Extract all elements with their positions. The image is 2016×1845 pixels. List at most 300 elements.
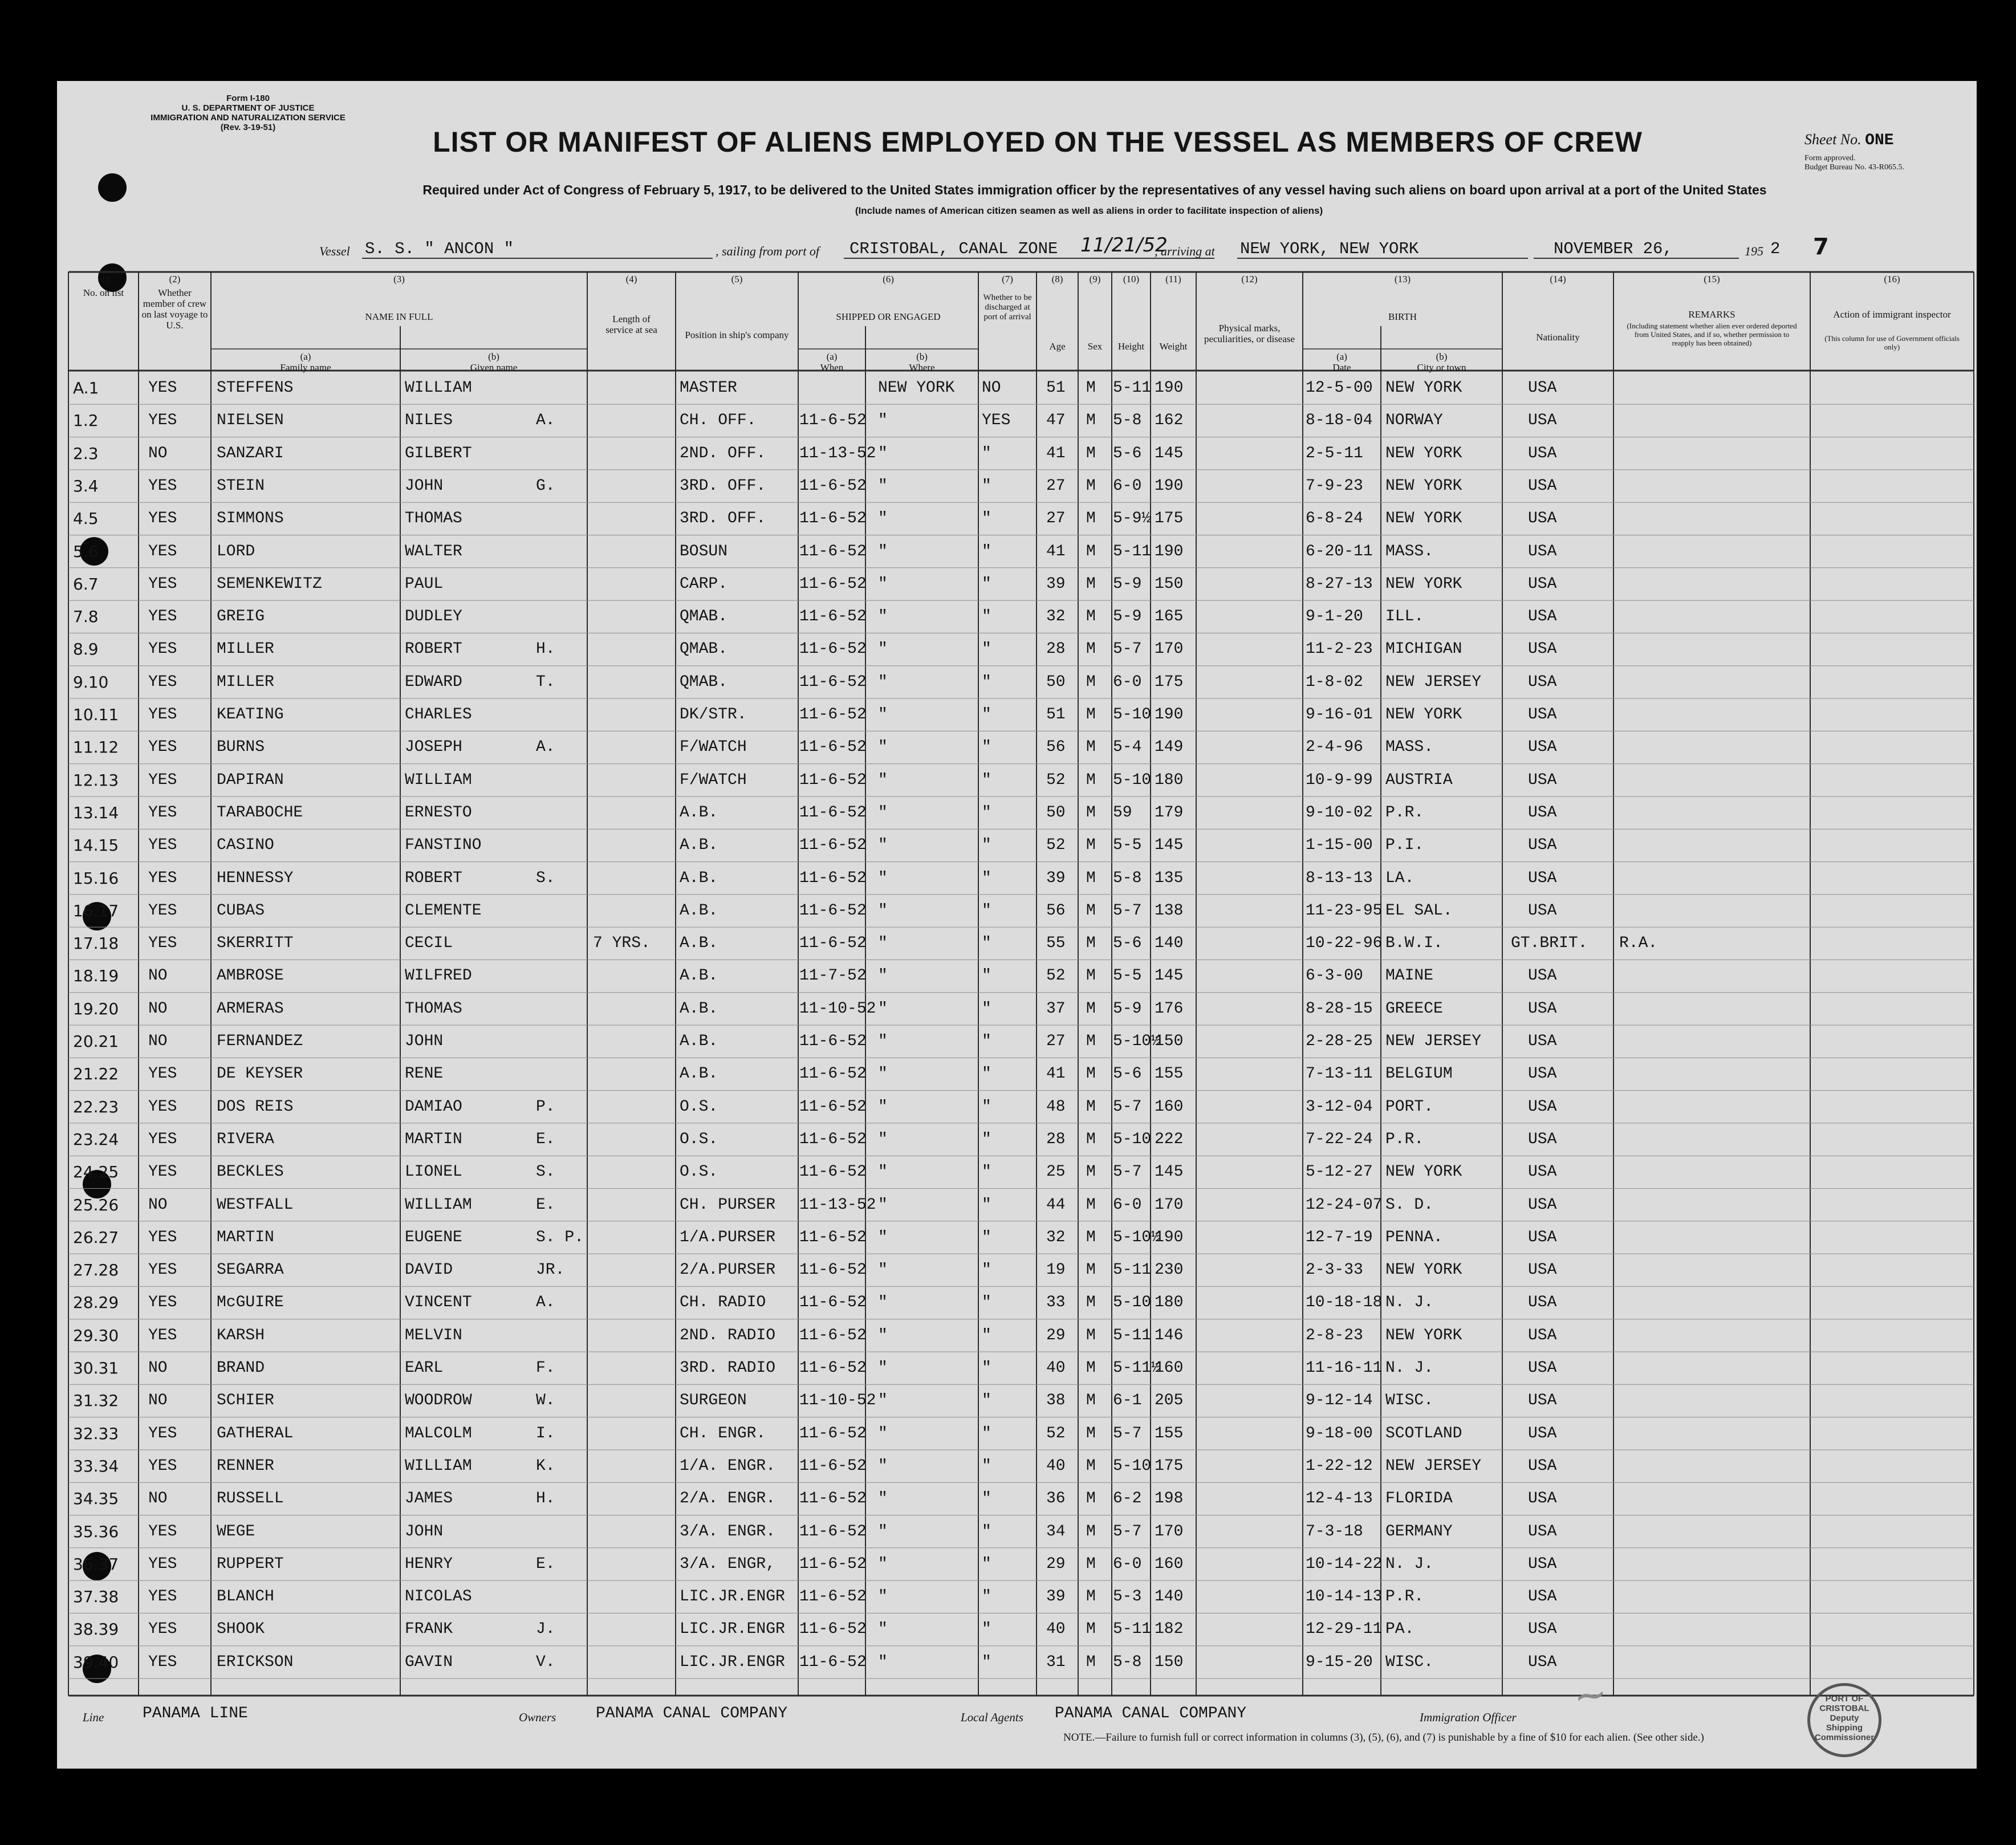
given-name-cell: WALTER xyxy=(405,542,462,560)
col10-header: Height xyxy=(1117,341,1145,352)
crew-last-voyage-cell: NO xyxy=(148,1490,168,1508)
sex-cell: M xyxy=(1086,803,1096,822)
age-cell: 41 xyxy=(1046,1065,1066,1083)
weight-cell: 180 xyxy=(1155,771,1184,789)
age-cell: 38 xyxy=(1046,1392,1066,1410)
given-initial-cell: W. xyxy=(536,1392,555,1410)
family-name-cell: SANZARI xyxy=(217,444,284,462)
shipped-when-cell: 11-6-52 xyxy=(799,608,867,626)
nationality-cell: USA xyxy=(1528,379,1557,397)
weight-cell: 140 xyxy=(1155,1588,1184,1606)
given-initial-cell: S. P. xyxy=(536,1228,584,1246)
row-number-cell: 22.23 xyxy=(73,1097,119,1116)
crew-last-voyage-cell: YES xyxy=(148,1457,177,1475)
age-cell: 29 xyxy=(1046,1326,1066,1344)
shipped-when-cell: 11-6-52 xyxy=(799,1424,867,1442)
height-cell: 5-6 xyxy=(1113,934,1142,953)
birth-city-cell: NEW YORK xyxy=(1385,575,1462,593)
family-name-cell: GATHERAL xyxy=(217,1424,294,1442)
height-cell: 5-7 xyxy=(1113,901,1142,920)
discharged-cell: " xyxy=(982,934,991,953)
col2-num: (2) xyxy=(169,274,181,285)
crew-last-voyage-cell: YES xyxy=(148,1555,177,1573)
weight-cell: 190 xyxy=(1155,542,1184,560)
family-name-cell: LORD xyxy=(217,542,255,560)
position-cell: BOSUN xyxy=(680,542,728,560)
sex-cell: M xyxy=(1086,673,1096,691)
age-cell: 33 xyxy=(1046,1294,1066,1312)
age-cell: 29 xyxy=(1046,1555,1066,1573)
shipped-where-cell: " xyxy=(878,608,888,626)
shipped-when-cell: 11-6-52 xyxy=(799,1294,867,1312)
shipped-where-cell: " xyxy=(878,1033,888,1050)
given-name-cell: JOSEPH xyxy=(405,738,462,757)
age-cell: 25 xyxy=(1046,1163,1066,1181)
weight-cell: 160 xyxy=(1155,1555,1184,1573)
discharged-cell: " xyxy=(982,1392,991,1410)
given-name-cell: DAMIAO xyxy=(405,1098,462,1116)
discharged-cell: " xyxy=(982,901,991,920)
birth-city-cell: SCOTLAND xyxy=(1385,1424,1462,1442)
given-name-cell: WILLIAM xyxy=(405,771,472,789)
owners-value: PANAMA CANAL COMPANY xyxy=(596,1705,788,1722)
given-name-cell: LIONEL xyxy=(405,1163,462,1181)
nationality-cell: USA xyxy=(1528,608,1557,626)
weight-cell: 230 xyxy=(1155,1261,1184,1279)
col15-header: REMARKS xyxy=(1688,309,1735,320)
nationality-cell: GT.BRIT. xyxy=(1511,934,1588,953)
position-cell: CARP. xyxy=(680,575,728,593)
weight-cell: 182 xyxy=(1155,1620,1184,1639)
birth-city-cell: MAINE xyxy=(1385,967,1434,985)
col15-num: (15) xyxy=(1704,274,1720,285)
crew-last-voyage-cell: YES xyxy=(148,575,177,593)
age-cell: 39 xyxy=(1046,575,1066,593)
row-number-cell: 27.28 xyxy=(73,1261,119,1280)
shipped-where-cell: " xyxy=(878,673,888,691)
shipped-where-cell: " xyxy=(878,1522,888,1541)
sex-cell: M xyxy=(1086,1163,1096,1181)
birth-city-cell: GREECE xyxy=(1385,999,1443,1018)
col7-header: Whether to be discharged at port of arrival xyxy=(983,293,1032,322)
shipped-when-cell: 11-6-52 xyxy=(799,901,867,920)
col4-num: (4) xyxy=(625,274,637,285)
birth-city-cell: NEW YORK xyxy=(1385,510,1462,528)
family-name-cell: DAPIRAN xyxy=(217,771,284,789)
discharged-cell: " xyxy=(982,1653,991,1671)
birth-date-cell: 8-13-13 xyxy=(1306,869,1373,887)
sex-cell: M xyxy=(1086,967,1096,985)
family-name-cell: HENNESSY xyxy=(217,869,294,887)
discharged-cell: " xyxy=(982,1555,991,1573)
given-name-cell: WILLIAM xyxy=(405,1457,472,1475)
shipped-where-cell: " xyxy=(878,1163,888,1181)
age-cell: 55 xyxy=(1046,934,1066,953)
given-initial-cell: H. xyxy=(536,1490,555,1508)
crew-last-voyage-cell: YES xyxy=(148,510,177,528)
given-initial-cell: H. xyxy=(536,640,555,659)
col6-num: (6) xyxy=(883,274,894,285)
nationality-cell: USA xyxy=(1528,1653,1557,1671)
family-name-cell: ARMERAS xyxy=(217,999,284,1018)
manifest-sheet xyxy=(57,81,1977,1769)
birth-date-cell: 10-18-18 xyxy=(1306,1294,1383,1312)
family-name-cell: SEMENKEWITZ xyxy=(217,575,322,593)
row-number-cell: 8.9 xyxy=(73,640,99,659)
height-cell: 5-7 xyxy=(1113,1098,1142,1116)
age-cell: 39 xyxy=(1046,869,1066,887)
col9-header: Sex xyxy=(1087,341,1103,352)
row-number-cell: 31.32 xyxy=(73,1391,119,1411)
shipped-where-cell: " xyxy=(878,967,888,985)
budget-line: Form approved. xyxy=(1804,154,1856,162)
sex-cell: M xyxy=(1086,1490,1096,1508)
col6-header: SHIPPED OR ENGAGED xyxy=(836,311,941,322)
birth-date-cell: 10-22-96 xyxy=(1306,934,1383,953)
discharged-cell: " xyxy=(982,1294,991,1312)
discharged-cell: " xyxy=(982,836,991,855)
age-cell: 56 xyxy=(1046,901,1066,920)
height-cell: 6-1 xyxy=(1113,1392,1142,1410)
sex-cell: M xyxy=(1086,1261,1096,1279)
birth-city-cell: BELGIUM xyxy=(1385,1065,1453,1083)
family-name-cell: BRAND xyxy=(217,1359,265,1377)
shipped-when-cell: 11-6-52 xyxy=(799,673,867,691)
family-name-cell: SCHIER xyxy=(217,1392,274,1410)
weight-cell: 150 xyxy=(1155,1653,1184,1671)
nationality-cell: USA xyxy=(1528,1130,1557,1148)
shipped-when-cell: 11-10-52 xyxy=(799,1392,876,1410)
col6b-label: Where xyxy=(909,362,935,373)
birth-city-cell: PORT. xyxy=(1385,1098,1434,1116)
birth-city-cell: ILL. xyxy=(1385,608,1424,626)
family-name-cell: SKERRITT xyxy=(217,934,294,953)
shipped-when-cell: 11-6-52 xyxy=(799,1130,867,1148)
position-cell: LIC.JR.ENGR xyxy=(680,1588,785,1606)
weight-cell: 190 xyxy=(1155,477,1184,495)
age-cell: 31 xyxy=(1046,1653,1066,1671)
birth-date-cell: 8-18-04 xyxy=(1306,412,1373,430)
discharged-cell: " xyxy=(982,967,991,985)
shipped-when-cell: 11-6-52 xyxy=(799,640,867,659)
sex-cell: M xyxy=(1086,1392,1096,1410)
shipped-where-cell: " xyxy=(878,771,888,789)
birth-city-cell: EL SAL. xyxy=(1385,901,1453,920)
age-cell: 32 xyxy=(1046,1228,1066,1246)
birth-date-cell: 2-28-25 xyxy=(1306,1033,1373,1050)
nationality-cell: USA xyxy=(1528,510,1557,528)
birth-city-cell: FLORIDA xyxy=(1385,1490,1453,1508)
birth-city-cell: WISC. xyxy=(1385,1392,1434,1410)
crew-last-voyage-cell: NO xyxy=(148,1359,168,1377)
nationality-cell: USA xyxy=(1528,1620,1557,1639)
sailing-port: CRISTOBAL, CANAL ZONE xyxy=(850,239,1058,258)
position-cell: CH. PURSER xyxy=(680,1196,776,1214)
nationality-cell: USA xyxy=(1528,803,1557,822)
col6a-label: When xyxy=(820,362,844,373)
position-cell: A.B. xyxy=(680,1065,718,1083)
nationality-cell: USA xyxy=(1528,477,1557,495)
discharged-cell: " xyxy=(982,999,991,1018)
given-initial-cell: A. xyxy=(536,1294,555,1312)
weight-cell: 145 xyxy=(1155,967,1184,985)
height-cell: 6-2 xyxy=(1113,1490,1142,1508)
sex-cell: M xyxy=(1086,1294,1096,1312)
row-number-cell: 35.36 xyxy=(73,1522,119,1541)
shipped-where-cell: " xyxy=(878,869,888,887)
given-initial-cell: K. xyxy=(536,1457,555,1475)
birth-city-cell: P.I. xyxy=(1385,836,1424,855)
weight-cell: 150 xyxy=(1155,575,1184,593)
col9-num: (9) xyxy=(1089,274,1101,285)
nationality-cell: USA xyxy=(1528,1065,1557,1083)
weight-cell: 162 xyxy=(1155,412,1184,430)
row-number-cell: 17.18 xyxy=(73,934,119,953)
row-number-cell: 6.7 xyxy=(73,574,99,594)
include-statement: (Include names of American citizen seamen as well as aliens in order to facilitate inspection of aliens) xyxy=(855,205,1323,216)
crew-last-voyage-cell: YES xyxy=(148,1326,177,1344)
row-number-cell: 15.16 xyxy=(73,868,119,888)
height-cell: 5-8 xyxy=(1113,1653,1142,1671)
family-name-cell: RENNER xyxy=(217,1457,274,1475)
birth-date-cell: 11-16-11 xyxy=(1306,1359,1383,1377)
given-initial-cell: P. xyxy=(536,1098,555,1116)
discharged-cell: " xyxy=(982,1033,991,1050)
col5-header: Position in ship's company xyxy=(685,330,789,340)
position-cell: 3/A. ENGR, xyxy=(680,1555,776,1573)
nationality-cell: USA xyxy=(1528,771,1557,789)
nationality-cell: USA xyxy=(1528,1588,1557,1606)
age-cell: 28 xyxy=(1046,640,1066,659)
weight-cell: 222 xyxy=(1155,1130,1184,1148)
given-initial-cell: S. xyxy=(536,1163,555,1181)
discharged-cell: " xyxy=(982,1490,991,1508)
row-number-cell: 13.14 xyxy=(73,803,119,822)
sex-cell: M xyxy=(1086,1196,1096,1214)
family-name-cell: McGUIRE xyxy=(217,1294,284,1312)
crew-last-voyage-cell: NO xyxy=(148,1392,168,1410)
position-cell: QMAB. xyxy=(680,608,728,626)
sheet-value: ONE xyxy=(1865,132,1894,149)
service: IMMIGRATION AND NATURALIZATION SERVICE xyxy=(151,113,346,123)
col3a-header xyxy=(211,351,400,373)
birth-date-cell: 5-12-27 xyxy=(1306,1163,1373,1181)
sex-cell: M xyxy=(1086,1588,1096,1606)
discharged-cell: " xyxy=(982,1588,991,1606)
crew-last-voyage-cell: YES xyxy=(148,1588,177,1606)
sex-cell: M xyxy=(1086,1326,1096,1344)
shipped-when-cell: 11-6-52 xyxy=(799,1359,867,1377)
weight-cell: 175 xyxy=(1155,1457,1184,1475)
birth-city-cell: NEW JERSEY xyxy=(1385,673,1482,691)
shipped-where-cell: " xyxy=(878,510,888,528)
sex-cell: M xyxy=(1086,706,1096,724)
discharged-cell: " xyxy=(982,1424,991,1442)
birth-date-cell: 2-8-23 xyxy=(1306,1326,1363,1344)
height-cell: 5-11 xyxy=(1113,542,1152,560)
given-initial-cell: E. xyxy=(536,1196,555,1214)
agents-value: PANAMA CANAL COMPANY xyxy=(1055,1705,1247,1722)
discharged-cell: " xyxy=(982,444,991,462)
weight-cell: 138 xyxy=(1155,901,1184,920)
shipped-when-cell: 11-6-52 xyxy=(799,1033,867,1050)
weight-cell: 205 xyxy=(1155,1392,1184,1410)
row-number-cell: 16.17 xyxy=(73,901,119,920)
row-number-cell: 11.12 xyxy=(73,738,119,757)
discharged-cell: " xyxy=(982,575,991,593)
stamp-line: Deputy xyxy=(1830,1713,1859,1723)
row-number-cell: 36.37 xyxy=(73,1554,119,1574)
shipped-where-cell: " xyxy=(878,706,888,724)
family-name-cell: BURNS xyxy=(217,738,265,757)
col3-header: NAME IN FULL xyxy=(365,311,433,322)
row-number-cell: 32.33 xyxy=(73,1424,119,1443)
col8-num: (8) xyxy=(1051,274,1063,285)
discharged-cell: " xyxy=(982,1522,991,1541)
given-name-cell: JOHN xyxy=(405,1522,444,1541)
crew-last-voyage-cell: YES xyxy=(148,608,177,626)
shipped-where-cell: " xyxy=(878,1098,888,1116)
position-cell: 3/A. ENGR. xyxy=(680,1522,776,1541)
height-cell: 6-0 xyxy=(1113,477,1142,495)
birth-city-cell: GERMANY xyxy=(1385,1522,1453,1541)
shipped-when-cell: 11-6-52 xyxy=(799,575,867,593)
age-cell: 19 xyxy=(1046,1261,1066,1279)
sex-cell: M xyxy=(1086,444,1096,462)
crew-last-voyage-cell: YES xyxy=(148,1065,177,1083)
stamp-line: Commissioner xyxy=(1814,1733,1875,1742)
age-cell: 52 xyxy=(1046,967,1066,985)
birth-date-cell: 2-5-11 xyxy=(1306,444,1363,462)
given-initial-cell: V. xyxy=(536,1653,555,1671)
shipped-where-cell: " xyxy=(878,412,888,430)
shipped-where-cell: " xyxy=(878,934,888,953)
age-cell: 50 xyxy=(1046,803,1066,822)
shipped-when-cell: 11-6-52 xyxy=(799,1457,867,1475)
col14-header: Nationality xyxy=(1536,332,1580,343)
position-cell: 3RD. OFF. xyxy=(680,510,766,528)
given-name-cell: EUGENE xyxy=(405,1228,462,1246)
position-cell: QMAB. xyxy=(680,640,728,659)
birth-date-cell: 9-18-00 xyxy=(1306,1424,1373,1442)
nationality-cell: USA xyxy=(1528,1555,1557,1573)
birth-city-cell: P.R. xyxy=(1385,1588,1424,1606)
given-name-cell: GAVIN xyxy=(405,1653,453,1671)
height-cell: 5-11½ xyxy=(1113,1359,1161,1377)
height-cell: 5-11 xyxy=(1113,379,1152,397)
birth-city-cell: MASS. xyxy=(1385,542,1434,560)
sex-cell: M xyxy=(1086,934,1096,953)
given-initial-cell: A. xyxy=(536,738,555,757)
row-number-cell: 5.6 xyxy=(73,542,99,561)
given-name-cell: NICOLAS xyxy=(405,1588,472,1606)
crew-last-voyage-cell: NO xyxy=(148,967,168,985)
height-cell: 5-10½ xyxy=(1113,1228,1161,1246)
shipped-when-cell: 11-6-52 xyxy=(799,1326,867,1344)
given-name-cell: FANSTINO xyxy=(405,836,482,855)
row-number-cell: 1.2 xyxy=(73,411,99,430)
row-number-cell: 20.21 xyxy=(73,1032,119,1051)
col3a-label: Family name xyxy=(280,362,331,373)
col13b-header xyxy=(1381,351,1502,373)
sex-cell: M xyxy=(1086,1457,1096,1475)
sex-cell: M xyxy=(1086,379,1096,397)
given-initial-cell: G. xyxy=(536,477,555,495)
position-cell: MASTER xyxy=(680,379,737,397)
position-cell: 2ND. RADIO xyxy=(680,1326,776,1344)
family-name-cell: SEGARRA xyxy=(217,1261,284,1279)
birth-date-cell: 6-20-11 xyxy=(1306,542,1373,560)
discharged-cell: " xyxy=(982,1620,991,1639)
family-name-cell: SHOOK xyxy=(217,1620,265,1639)
discharged-cell: " xyxy=(982,477,991,495)
birth-date-cell: 10-9-99 xyxy=(1306,771,1373,789)
position-cell: A.B. xyxy=(680,967,718,985)
family-name-cell: RIVERA xyxy=(217,1130,274,1148)
given-initial-cell: E. xyxy=(536,1130,555,1148)
position-cell: A.B. xyxy=(680,869,718,887)
shipped-where-cell: " xyxy=(878,836,888,855)
sex-cell: M xyxy=(1086,1424,1096,1442)
crew-last-voyage-cell: YES xyxy=(148,379,177,397)
position-cell: 2/A. ENGR. xyxy=(680,1490,776,1508)
weight-cell: 190 xyxy=(1155,1228,1184,1246)
sex-cell: M xyxy=(1086,738,1096,757)
birth-date-cell: 2-3-33 xyxy=(1306,1261,1363,1279)
age-cell: 37 xyxy=(1046,999,1066,1018)
arriving-port: NEW YORK, NEW YORK xyxy=(1240,239,1419,258)
age-cell: 32 xyxy=(1046,608,1066,626)
row-number-cell: 2.3 xyxy=(73,444,99,463)
position-cell: CH. ENGR. xyxy=(680,1424,766,1442)
birth-city-cell: N. J. xyxy=(1385,1359,1434,1377)
shipped-where-cell: " xyxy=(878,1294,888,1312)
shipped-when-cell: 11-10-52 xyxy=(799,999,876,1018)
shipped-where-cell: " xyxy=(878,575,888,593)
discharged-cell: " xyxy=(982,608,991,626)
age-cell: 39 xyxy=(1046,1588,1066,1606)
sex-cell: M xyxy=(1086,608,1096,626)
given-name-cell: CHARLES xyxy=(405,706,472,724)
weight-cell: 170 xyxy=(1155,1522,1184,1541)
shipped-when-cell: 11-6-52 xyxy=(799,510,867,528)
age-cell: 36 xyxy=(1046,1490,1066,1508)
family-name-cell: NIELSEN xyxy=(217,412,284,430)
crew-last-voyage-cell: YES xyxy=(148,1228,177,1246)
weight-cell: 170 xyxy=(1155,640,1184,659)
nationality-cell: USA xyxy=(1528,1098,1557,1116)
crew-last-voyage-cell: YES xyxy=(148,1620,177,1639)
discharged-cell: " xyxy=(982,673,991,691)
discharged-cell: " xyxy=(982,1065,991,1083)
weight-cell: 145 xyxy=(1155,444,1184,462)
weight-cell: 179 xyxy=(1155,803,1184,822)
height-cell: 5-9 xyxy=(1113,575,1142,593)
given-name-cell: CLEMENTE xyxy=(405,901,482,920)
sex-cell: M xyxy=(1086,640,1096,659)
birth-city-cell: NEW JERSEY xyxy=(1385,1457,1482,1475)
shipped-where-cell: " xyxy=(878,477,888,495)
given-name-cell: FRANK xyxy=(405,1620,453,1639)
birth-date-cell: 11-2-23 xyxy=(1306,640,1373,659)
crew-last-voyage-cell: YES xyxy=(148,738,177,757)
col13a-label: Date xyxy=(1332,362,1351,373)
age-cell: 27 xyxy=(1046,510,1066,528)
shipped-where-cell: " xyxy=(878,1065,888,1083)
sex-cell: M xyxy=(1086,869,1096,887)
weight-cell: 145 xyxy=(1155,836,1184,855)
given-initial-cell: T. xyxy=(536,673,555,691)
